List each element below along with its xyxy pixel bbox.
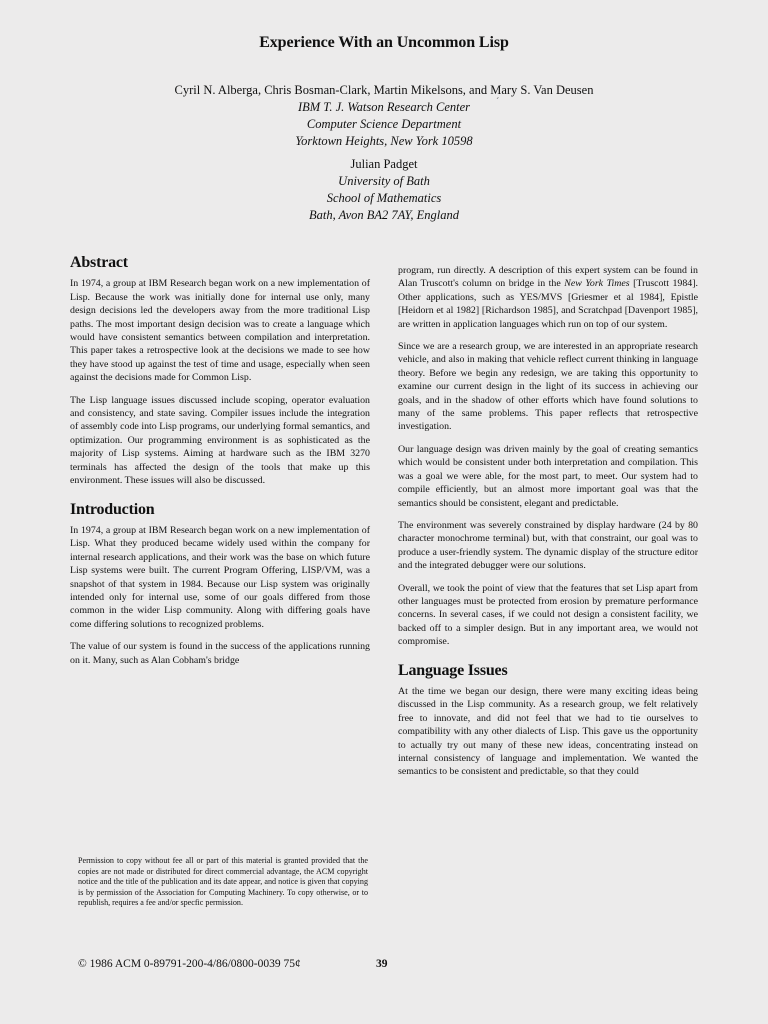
newspaper-title: New York Times <box>564 278 630 290</box>
author-names: Cyril N. Alberga, Chris Bosman-Clark, Martin Mikelsons, and Mary S. Van Deusen <box>174 83 594 97</box>
author-block-2 <box>0 156 768 224</box>
right-column <box>398 264 698 788</box>
abstract-paragraph-1: In 1974, a group at IBM Research began work on a new implementation of Lisp. Because the work was initially done for internal use only, many design decisions led the developers away from the more traditional Lisp paths. The most important design decision was to create a language which would have consistent semantics between compilation and interpretation. This paper takes a retrospective look at the decisions we made to see how they have stood up against the test of time and usage, especially when seen against the decisions made for Common Lisp. <box>70 278 370 384</box>
affiliation-1-line-2: Computer Science Department <box>306 117 462 131</box>
paper-title: Experience With an Uncommon Lisp <box>259 34 509 51</box>
right-paragraph-5: Overall, we took the point of view that the features that set Lisp apart from other languages must be protected from erosion by premature performance concerns. In several cases, if we could not design a consistent facility, we backed off to a simpler design. But in any important area, we would not compromise. <box>398 582 698 648</box>
right-paragraph-4: The environment was severely constrained by display hardware (24 by 80 character monochrome terminal) but, with that constraint, our goal was to produce a user-friendly system. The dynamic display of the structure editor and the integrated debugger were our solutions. <box>398 519 698 572</box>
right-paragraph-2: Since we are a research group, we are interested in an appropriate research vehicle, and also in making that vehicle reflect current thinking in language theory. Before we begin any redesign, we are taking this opportunity to examine our current design in the light of its success in achieving our goals, and in the shadow of other efforts which have found solutions to many of the same problems. This paper reflects that retrospective investigation. <box>398 341 698 433</box>
introduction-paragraph-1: In 1974, a group at IBM Research began work on a new implementation of Lisp. What they produced became widely used within the company for internal research applications, and their work was the base on which future Lisp systems were built. The current Program Offering, LISP/VM, was a snapshot of that system in 1984. Because our Lisp system was originally intended only for internal use, some of our goals differed from those common in the wider Lisp community. Along with differing goals have come differing solutions to recognized problems. <box>70 524 370 630</box>
permission-notice: Permission to copy without fee all or part of this material is granted provided that the copies are not made or distributed for direct commercial advantage, the ACM copyright notice and the title of the publication and its date appear, and notice is given that copying is by permission of the Association for Computing Machinery. To copy otherwise, or to republish, requires a fee and/or specfic permission. <box>78 856 368 908</box>
abstract-paragraph-2: The Lisp language issues discussed include scoping, operator evaluation and consistency, and state saving. Compiler issues include the integration of assembly code into Lisp programs, our underlying formal semantics, and optimization. Our programming environment is as sophisticated as the majority of Lisp systems. Aiming at hardware such as the IBM 3270 terminals has affected the design of the tools that make up this environment. These issues will also be discussed. <box>70 394 370 487</box>
introduction-paragraph-2: The value of our system is found in the success of the applications running on it. Many, such as Alan Cobham's bridge <box>70 641 370 666</box>
page-number: 39 <box>376 958 388 970</box>
left-column <box>70 256 370 676</box>
right-paragraph-1 <box>398 264 698 331</box>
author-block <box>0 82 768 150</box>
language-issues-heading: Language Issues <box>398 661 508 679</box>
affiliation-2-line-2: School of Mathematics <box>326 191 442 205</box>
language-issues-paragraph: At the time we began our design, there were many exciting ideas being discussed in the Lisp community. As a research group, we felt relatively free to innovate, and did not feel that we had to tie ourselves to compatibility with any other dialects of Lisp. This gave us the opportunity to actually try out many of these new ideas, concentrating instead on internal consistency of language and implementation. We wanted the semantics to be consistent and predictable, so that they could <box>398 685 698 778</box>
right-paragraph-1-text-a: program, run directly. A description of this expert system can be found in Alan Truscott's column on bridge in the <box>398 265 698 290</box>
affiliation-2-line-1: University of Bath <box>338 174 430 188</box>
affiliation-1-line-1: IBM T. J. Watson Research Center <box>297 100 471 114</box>
introduction-heading: Introduction <box>70 500 155 518</box>
abstract-heading: Abstract <box>70 254 128 271</box>
stray-mark: ´ <box>496 97 500 108</box>
author-2-name: Julian Padget <box>350 157 418 171</box>
right-paragraph-1-text-b: [Truscott 1984]. Other applications, such as YES/MVS [Griesmer et al 1984], Epistle [Heidorn et al 1982] [Richardson 1985], and Scratchpad [Davenport 1985], are written in application languages which run on top of our system. <box>398 278 699 330</box>
affiliation-2-line-3: Bath, Avon BA2 7AY, England <box>308 208 459 222</box>
copyright-line: © 1986 ACM 0-89791-200-4/86/0800-0039 75¢ <box>78 958 301 970</box>
right-paragraph-3: Our language design was driven mainly by the goal of creating semantics which would be consistent under both interpretation and compilation. This was a goal we were able, for the most part, to meet. Our system had to compile efficiently, but an almost more important goal was that the semantics should be consistent, elegant and predictable. <box>398 443 698 509</box>
affiliation-1-line-3: Yorktown Heights, New York 10598 <box>295 134 473 148</box>
